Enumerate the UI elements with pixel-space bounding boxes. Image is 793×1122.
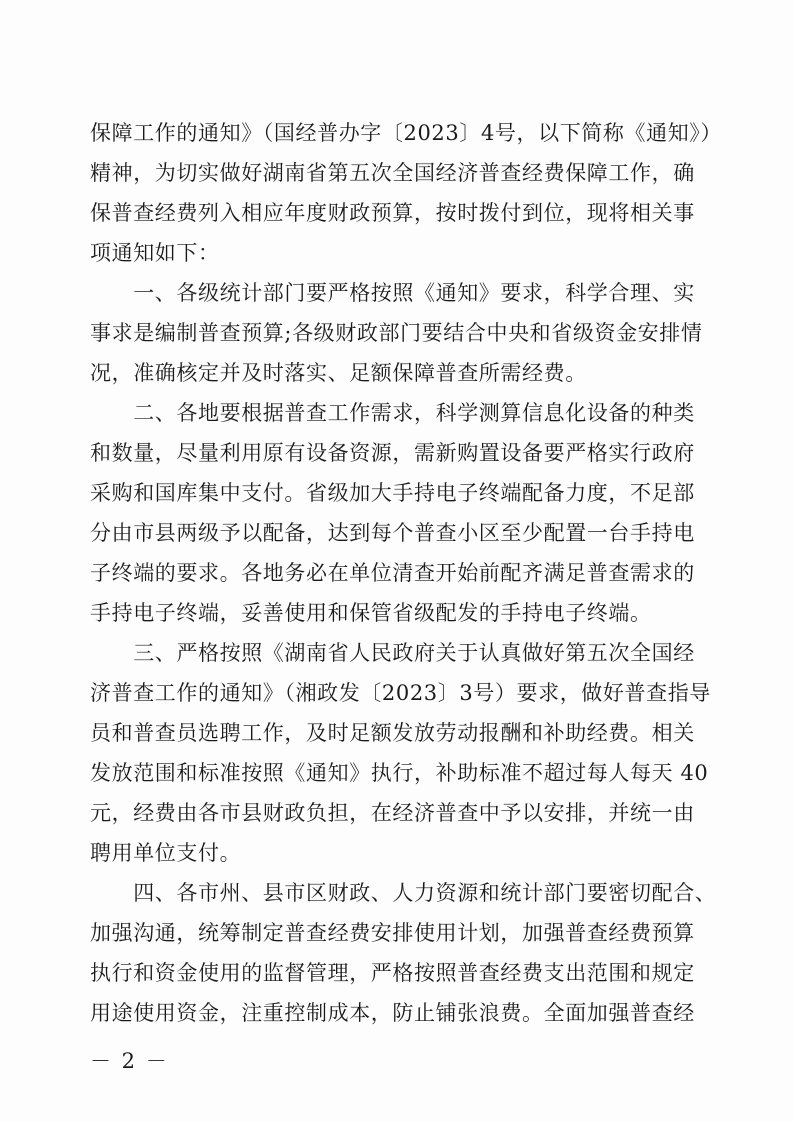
text-line: 执行和资金使用的监督管理，严格按照普查经费支出范围和规定 bbox=[90, 961, 695, 985]
text-line: 项通知如下： bbox=[90, 241, 220, 265]
text-line: 精神，为切实做好湖南省第五次全国经济普查经费保障工作，确 bbox=[90, 161, 695, 185]
text-line: 况，准确核定并及时落实、足额保障普查所需经费。 bbox=[90, 361, 587, 385]
text-line: 手持电子终端，妥善使用和保管省级配发的手持电子终端。 bbox=[90, 601, 652, 625]
text-line: 用途使用资金，注重控制成本，防止铺张浪费。全面加强普查经 bbox=[90, 1001, 695, 1025]
text-line: 元，经费由各市县财政负担，在经济普查中予以安排，并统一由 bbox=[90, 801, 695, 825]
text-line: 子终端的要求。各地务必在单位清查开始前配齐满足普查需求的 bbox=[90, 561, 695, 585]
text-line: 采购和国库集中支付。省级加大手持电子终端配备力度，不足部 bbox=[90, 481, 695, 505]
paragraph-1-start: 一、各级统计部门要严格按照《通知》要求，科学合理、实 bbox=[90, 281, 695, 305]
page-number: － 2 － bbox=[90, 1049, 169, 1073]
paragraph-2-start: 二、各地要根据普查工作需求，科学测算信息化设备的种类 bbox=[90, 401, 695, 425]
text-line: 保普查经费列入相应年度财政预算，按时拨付到位，现将相关事 bbox=[90, 201, 695, 225]
text-line: 济普查工作的通知》（湘政发〔2023〕3号）要求，做好普查指导 bbox=[90, 681, 711, 705]
text-line: 事求是编制普查预算;各级财政部门要结合中央和省级资金安排情 bbox=[90, 321, 703, 345]
text-line: 发放范围和标准按照《通知》执行，补助标准不超过每人每天 40 bbox=[90, 761, 709, 785]
text-line: 员和普查员选聘工作，及时足额发放劳动报酬和补助经费。相关 bbox=[90, 721, 695, 745]
paragraph-3-start: 三、严格按照《湖南省人民政府关于认真做好第五次全国经 bbox=[90, 641, 695, 665]
paragraph-4-start: 四、各市州、县市区财政、人力资源和统计部门要密切配合、 bbox=[90, 881, 717, 905]
text-line: 保障工作的通知》（国经普办字〔2023〕4号，以下简称《通知》） bbox=[90, 121, 723, 145]
text-line: 聘用单位支付。 bbox=[90, 841, 242, 865]
text-line: 和数量，尽量利用原有设备资源，需新购置设备要严格实行政府 bbox=[90, 441, 695, 465]
text-line: 加强沟通，统筹制定普查经费安排使用计划，加强普查经费预算 bbox=[90, 921, 695, 945]
text-line: 分由市县两级予以配备，达到每个普查小区至少配置一台手持电 bbox=[90, 521, 695, 545]
